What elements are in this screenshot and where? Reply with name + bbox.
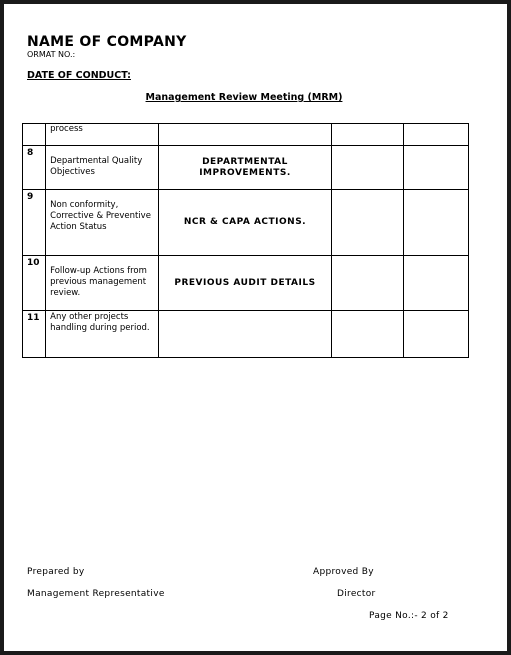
prepared-by-label: Prepared by: [27, 567, 85, 577]
agenda-detail: [158, 311, 331, 358]
row-number: 10: [23, 256, 46, 311]
empty-cell: [403, 190, 468, 256]
management-representative-label: Management Representative: [27, 589, 165, 599]
date-of-conduct: DATE OF CONDUCT:: [27, 70, 131, 81]
empty-cell: [332, 146, 403, 190]
agenda-detail: NCR & CAPA ACTIONS.: [158, 190, 331, 256]
agenda-item: Any other projects handling during period.: [46, 311, 159, 358]
table-row: [23, 311, 469, 358]
approved-by-label: Approved By: [313, 567, 374, 577]
meeting-title: Management Review Meeting (MRM): [145, 92, 343, 103]
director-label: Director: [337, 589, 376, 599]
agenda-table: [22, 123, 469, 358]
empty-cell: [403, 124, 468, 146]
row-number: 9: [23, 190, 46, 256]
empty-cell: [332, 190, 403, 256]
empty-cell: [332, 256, 403, 311]
empty-cell: [332, 124, 403, 146]
table-row: [23, 146, 469, 190]
row-number: [23, 124, 46, 146]
empty-cell: [332, 311, 403, 358]
empty-cell: [403, 311, 468, 358]
agenda-detail: DEPARTMENTAL IMPROVEMENTS.: [158, 146, 331, 190]
format-number: ORMAT NO.:: [27, 50, 76, 59]
table-row: [23, 190, 469, 256]
agenda-item: Follow-up Actions from previous management review.: [46, 256, 159, 311]
company-name: NAME OF COMPANY: [27, 34, 187, 50]
agenda-detail: [158, 124, 331, 146]
table-row: [23, 124, 469, 146]
table-row: [23, 256, 469, 311]
agenda-item: Non conformity, Corrective & Preventive Action Status: [46, 190, 159, 256]
agenda-item: Departmental Quality Objectives: [46, 146, 159, 190]
empty-cell: [403, 146, 468, 190]
agenda-detail: PREVIOUS AUDIT DETAILS: [158, 256, 331, 311]
row-number: 11: [23, 311, 46, 358]
page-number: Page No.:- 2 of 2: [369, 611, 449, 621]
agenda-item: process: [46, 124, 159, 146]
row-number: 8: [23, 146, 46, 190]
empty-cell: [403, 256, 468, 311]
